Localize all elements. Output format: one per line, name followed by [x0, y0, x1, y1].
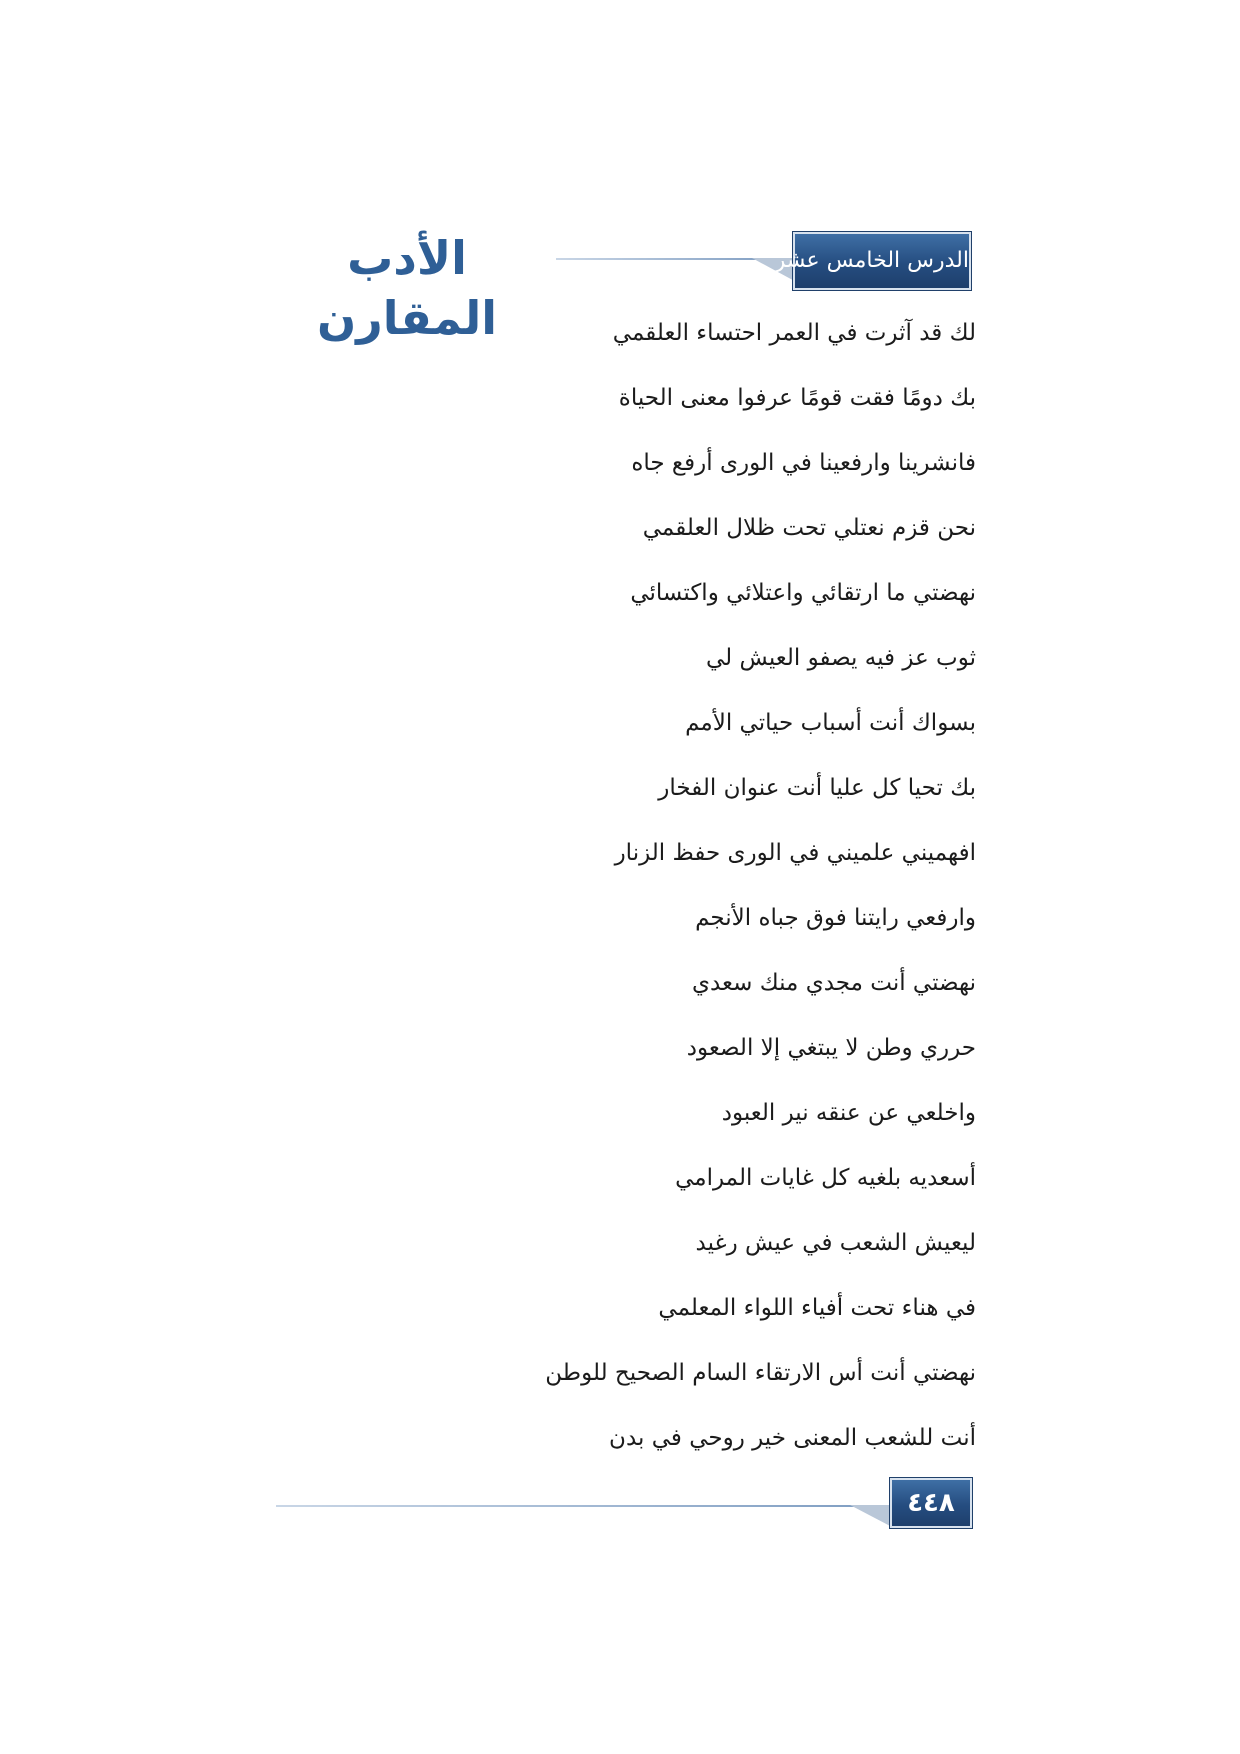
poem-line: نهضتي أنت أس الارتقاء السام الصحيح للوطن [545, 1360, 976, 1386]
book-title: الأدب المقارن [316, 231, 497, 345]
poem-line: افهميني علميني في الورى حفظ الزنار [614, 840, 976, 866]
poem-line: في هناء تحت أفياء اللواء المعلمي [658, 1295, 976, 1321]
poem-line: حرري وطن لا يبتغي إلا الصعود [686, 1035, 976, 1061]
poem-text [276, 312, 976, 1482]
poem-line: أسعديه بلغيه كل غايات المرامي [675, 1165, 976, 1191]
poem-line: وارفعي رايتنا فوق جباه الأنجم [695, 905, 976, 931]
poem-line: نهضتي أنت مجدي منك سعدي [691, 970, 976, 996]
page-number: ٤٤٨ [890, 1478, 972, 1528]
poem-line: نهضتي ما ارتقائي واعتلائي واكتسائي [630, 580, 976, 606]
poem-line: واخلعي عن عنقه نير العبود [721, 1100, 976, 1126]
page-number-shadow [850, 1505, 892, 1527]
poem-line: لك قد آثرت في العمر احتساء العلقمي [612, 320, 976, 346]
poem-line: نحن قزم نعتلي تحت ظلال العلقمي [642, 515, 976, 541]
poem-line: بسواك أنت أسباب حياتي الأمم [685, 710, 976, 736]
lesson-label: الدرس الخامس عشر [793, 232, 971, 290]
poem-line: فانشرينا وارفعينا في الورى أرفع جاه [631, 450, 976, 476]
footer-divider [276, 1505, 896, 1507]
poem-line: ليعيش الشعب في عيش رغيد [695, 1230, 976, 1256]
poem-line: ثوب عز فيه يصفو العيش لي [706, 645, 976, 671]
poem-line: بك تحيا كل عليا أنت عنوان الفخار [658, 775, 976, 801]
poem-line: أنت للشعب المعنى خير روحي في بدن [609, 1425, 976, 1451]
poem-line: بك دومًا فقت قومًا عرفوا معنى الحياة [618, 385, 976, 411]
